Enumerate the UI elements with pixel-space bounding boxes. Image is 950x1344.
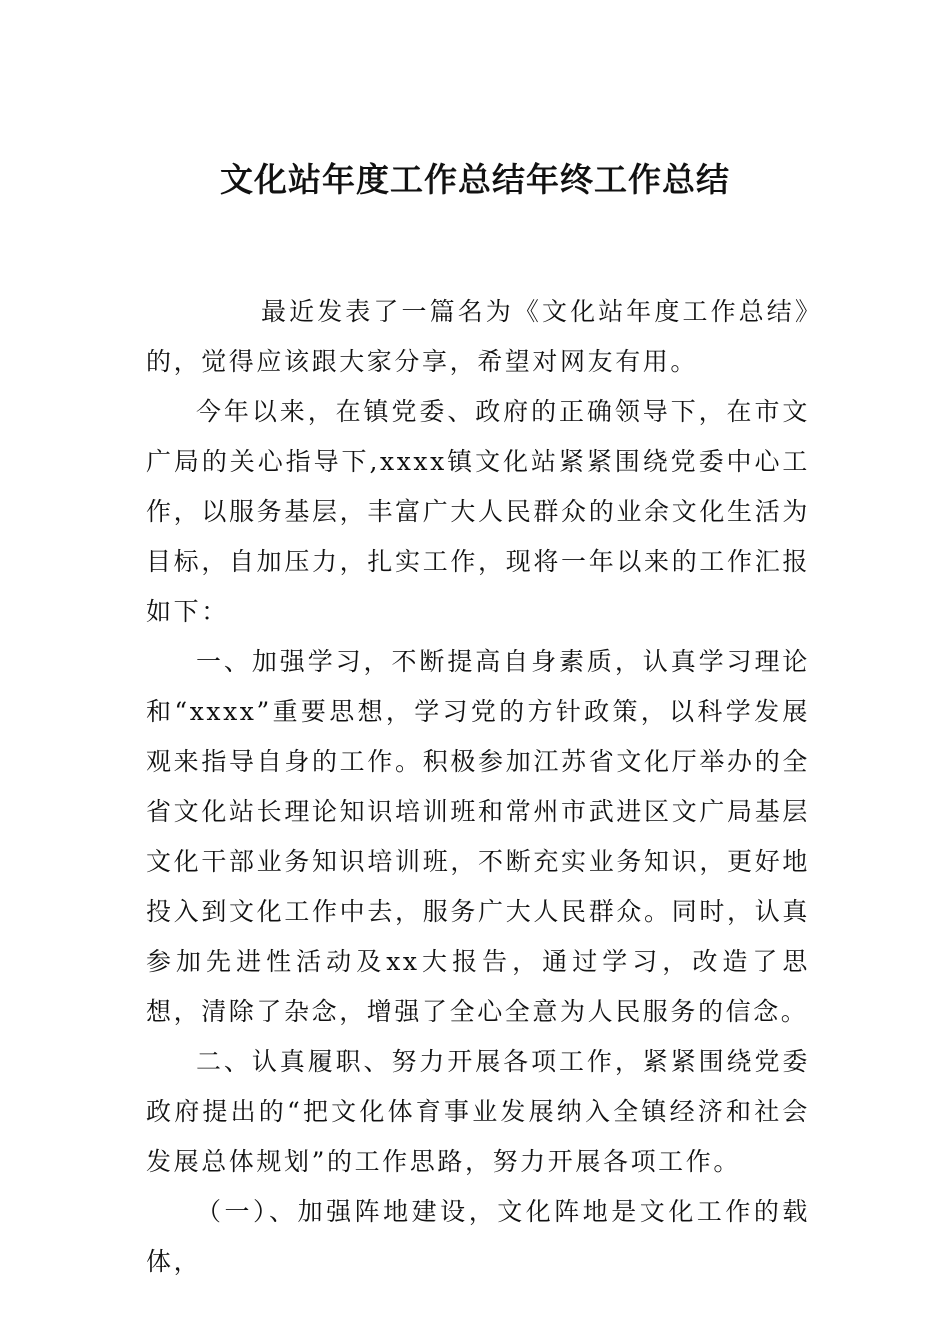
document-title: 文化站年度工作总结年终工作总结 bbox=[220, 160, 730, 199]
paragraph-intro: 最近发表了一篇名为《文化站年度工作总结》的，觉得应该跟大家分享，希望对网友有用。 bbox=[146, 297, 810, 376]
paragraph-subsection-one: （一）、加强阵地建设，文化阵地是文化工作的载体， bbox=[146, 1197, 810, 1276]
paragraph-section-one: 一、加强学习，不断提高自身素质，认真学习理论和“xxxx”重要思想，学习党的方针政策，以科学发展观来指导自身的工作。积极参加江苏省文化厅举办的全省文化站长理论知识培训班和常州市武进区文广局基层文化干部业务知识培训班，不断充实业务知识，更好地投入到文化工作中去，服务广大人民群众。同时，认真参加先进性活动及xx大报告，通过学习，改造了思想，清除了杂念，增强了全心全意为人民服务的信念。 bbox=[146, 647, 810, 1026]
document-body bbox=[146, 287, 810, 1287]
paragraph-section-two: 二、认真履职、努力开展各项工作，紧紧围绕党委政府提出的“把文化体育事业发展纳入全镇经济和社会发展总体规划”的工作思路，努力开展各项工作。 bbox=[146, 1047, 810, 1176]
paragraph-overview: 今年以来，在镇党委、政府的正确领导下，在市文广局的关心指导下,xxxx镇文化站紧紧围绕党委中心工作，以服务基层，丰富广大人民群众的业余文化生活为目标，自加压力，扎实工作，现将一年以来的工作汇报如下： bbox=[146, 397, 810, 626]
